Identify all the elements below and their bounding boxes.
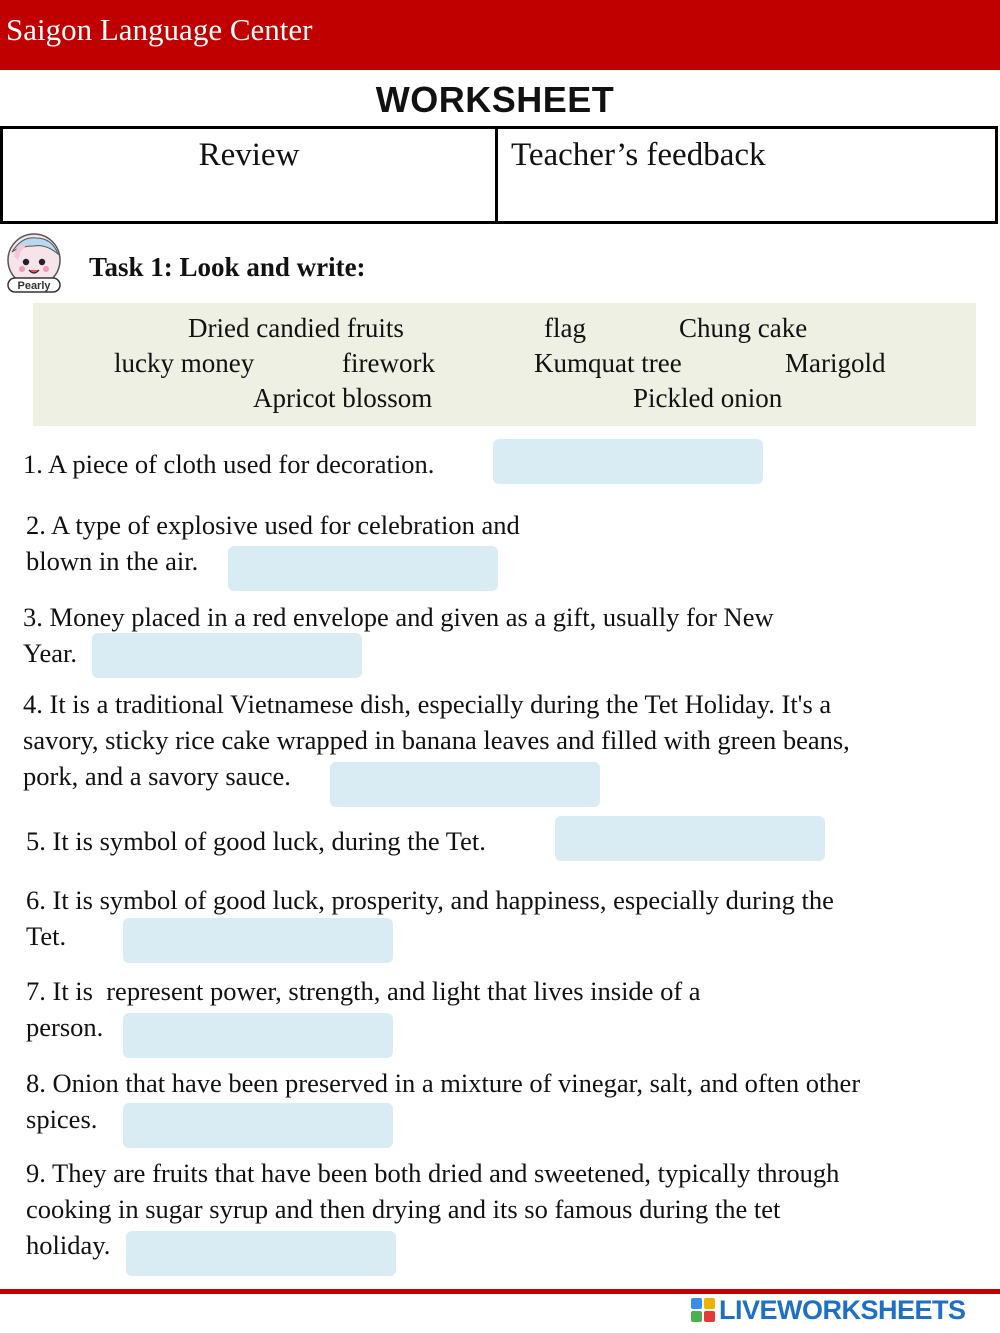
answer-input-1[interactable]: [493, 439, 763, 484]
question-text: spices.: [26, 1104, 98, 1134]
answer-input-4[interactable]: [330, 762, 600, 807]
liveworksheets-brand: LIVEWORKSHEETS: [719, 1294, 966, 1325]
answer-input-9[interactable]: [126, 1231, 396, 1276]
word-bank-item: firework: [342, 348, 435, 378]
center-name: Saigon Language Center: [6, 12, 313, 47]
word-bank-item: Marigold: [785, 348, 886, 378]
question-text: 1. A piece of cloth used for decoration.: [23, 449, 435, 479]
pearly-mascot-icon: [2, 232, 66, 294]
question-text: 5. It is symbol of good luck, during the Tet.: [26, 826, 486, 856]
question-text: 6. It is symbol of good luck, prosperity, and happiness, especially during the: [26, 885, 834, 915]
teacher-feedback-cell: [498, 129, 995, 221]
task-title: Task 1: Look and write:: [89, 252, 366, 282]
header-bar: [0, 0, 1000, 70]
question-text: person.: [26, 1012, 104, 1042]
answer-input-6[interactable]: [123, 918, 393, 963]
word-bank-item: Chung cake: [679, 313, 808, 343]
svg-text:Pearly: Pearly: [17, 280, 51, 292]
word-bank-item: Kumquat tree: [534, 348, 682, 378]
question-5: [26, 823, 486, 859]
word-bank-item: Pickled onion: [633, 383, 783, 413]
word-bank-item: lucky money: [114, 348, 255, 378]
page-title: WORKSHEET: [375, 79, 615, 120]
question-text: blown in the air.: [26, 546, 199, 576]
answer-input-5[interactable]: [555, 816, 825, 861]
footer-divider: [0, 1289, 1000, 1294]
answer-input-3[interactable]: [92, 633, 362, 678]
teacher-feedback-label: Teacher’s feedback: [511, 137, 766, 173]
answer-input-7[interactable]: [123, 1013, 393, 1058]
answer-input-8[interactable]: [123, 1103, 393, 1148]
question-text: 7. It is represent power, strength, and light that lives inside of a: [26, 976, 701, 1006]
question-text: 3. Money placed in a red envelope and given as a gift, usually for New: [23, 602, 774, 632]
question-text: savory, sticky rice cake wrapped in banana leaves and filled with green beans,: [23, 725, 850, 755]
question-text: 4. It is a traditional Vietnamese dish, especially during the Tet Holiday. It's a: [23, 689, 832, 719]
word-bank-item: Dried candied fruits: [188, 313, 404, 343]
liveworksheets-icon: [690, 1297, 716, 1323]
review-cell: [3, 129, 498, 221]
question-text: 8. Onion that have been preserved in a mixture of vinegar, salt, and often other: [26, 1068, 861, 1098]
review-label: Review: [198, 137, 300, 173]
question-1: [23, 446, 434, 482]
question-text: holiday.: [26, 1230, 111, 1260]
question-text: 2. A type of explosive used for celebration and: [26, 510, 520, 540]
answer-input-2[interactable]: [228, 546, 498, 591]
question-text: cooking in sugar syrup and then drying and its so famous during the tet: [26, 1194, 781, 1224]
question-text: Tet.: [26, 921, 67, 951]
word-bank-item: Apricot blossom: [253, 383, 433, 413]
feedback-table: [0, 126, 998, 224]
word-bank: [33, 303, 976, 426]
question-text: Year.: [23, 638, 77, 668]
question-text: pork, and a savory sauce.: [23, 761, 291, 791]
word-bank-item: flag: [544, 313, 586, 343]
question-text: 9. They are fruits that have been both dried and sweetened, typically through: [26, 1158, 840, 1188]
liveworksheets-logo[interactable]: [690, 1295, 966, 1325]
